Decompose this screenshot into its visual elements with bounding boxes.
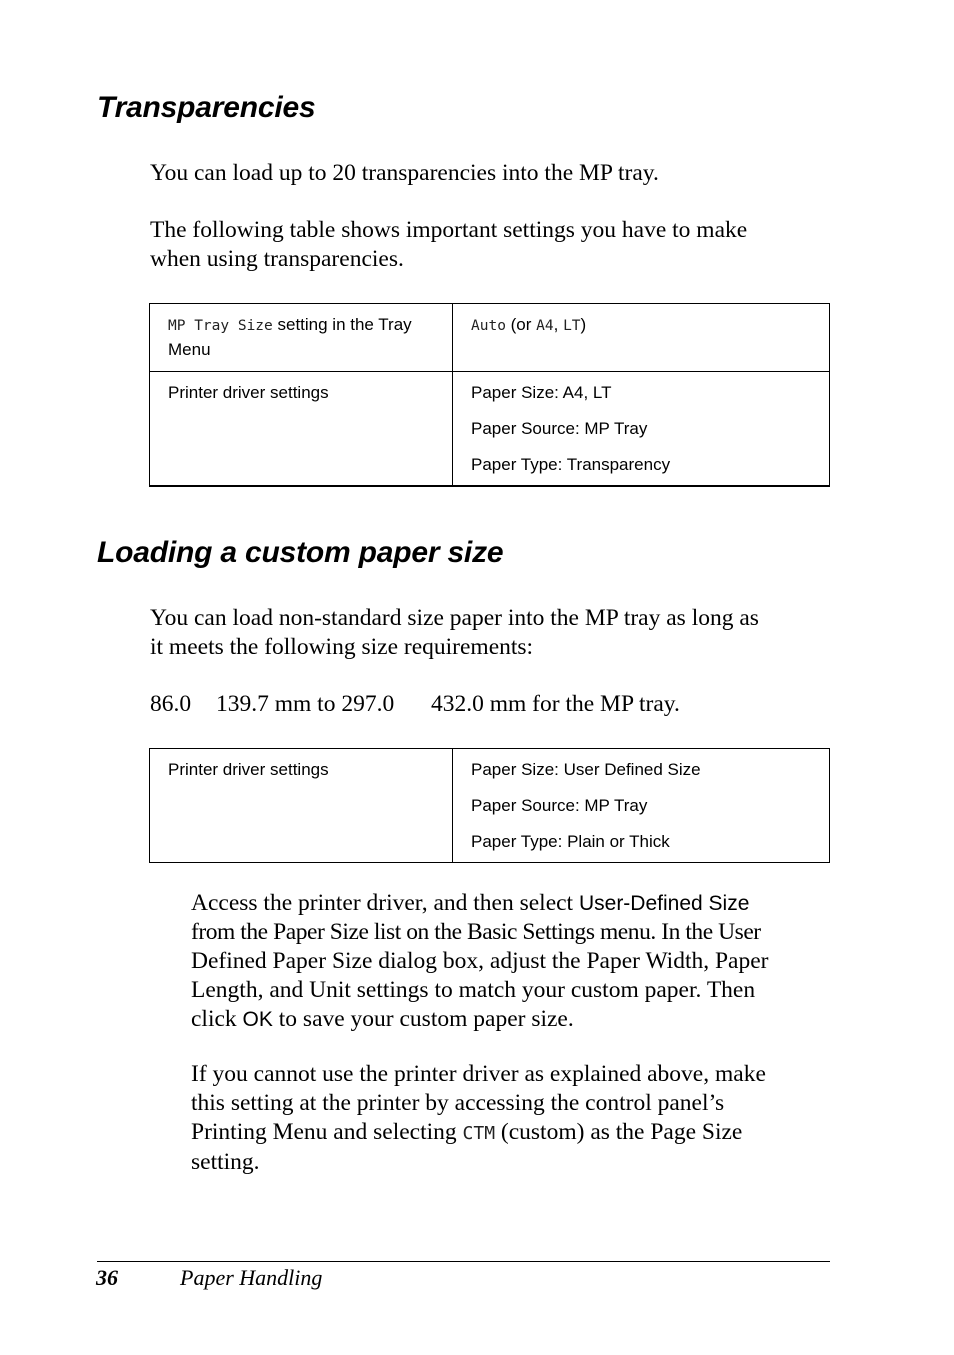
step-access-driver-line1 [191,889,831,918]
custom-size-settings-table [149,748,830,863]
section-heading-transparencies: Transparencies [97,91,316,124]
step-control-panel-line2: this setting at the printer by accessing the control panel’s [191,1090,725,1116]
paper-source-value: Paper Source: MP Tray [471,419,648,438]
tray-menu-text: setting in the Tray [272,315,412,334]
ok-label: OK [242,1008,273,1031]
paper-source-value: Paper Source: MP Tray [471,796,648,815]
step-access-driver-line5-pre: click [191,1006,243,1032]
step-access-driver-line1-text: Access the printer driver, and then select [191,890,579,916]
table-row [150,749,830,863]
table-cell-setting-value [453,372,830,487]
table-cell-setting-name [150,304,453,372]
table-cell-setting-name [150,372,453,487]
transparencies-settings-table [149,303,830,487]
step-control-panel-line1: If you cannot use the printer driver as explained above, make [191,1061,766,1087]
transparencies-table-intro [150,216,830,274]
custom-size-intro [150,604,830,662]
size-max-text: 432.0 mm for the MP tray. [431,691,680,717]
table-row [150,372,830,487]
mp-tray-size-code: MP Tray Size [168,318,273,334]
page-number: 36 [96,1265,118,1290]
step-access-driver-line3: Defined Paper Size dialog box, adjust the Paper Width, Paper [191,948,769,974]
transparencies-intro-text: You can load up to 20 transparencies into the MP tray. [150,160,659,186]
section-heading-custom-paper-size: Loading a custom paper size [97,536,504,569]
transparencies-table-intro-line1: The following table shows important settings you have to make [150,217,748,243]
table-cell-setting-name [150,749,453,863]
custom-size-intro-line1: You can load non-standard size paper into the MP tray as long as [150,605,759,631]
footer-divider [97,1261,830,1262]
step-control-panel-line3-post: (custom) as the Page Size [495,1119,743,1145]
size-range-text: 139.7 mm to 297.0 [216,691,395,717]
ctm-code: CTM [462,1123,496,1144]
paper-type-value: Paper Type: Plain or Thick [471,832,670,851]
step-control-panel-line3 [191,1118,831,1148]
user-defined-size-label: User-Defined Size [578,892,750,915]
step-control-panel-line4: setting. [191,1149,260,1175]
step-access-driver-line2: from the Paper Size list on the Basic Settings menu. In the User [191,919,761,945]
step-access-driver-line5-post: to save your custom paper size. [272,1006,574,1032]
step-access-driver [191,889,831,1034]
paper-size-value: Paper Size: User Defined Size [471,760,701,779]
step-control-panel [191,1060,831,1177]
table-cell-setting-value [453,749,830,863]
paper-type-value: Paper Type: Transparency [471,455,671,474]
tray-menu-text-line2: Menu [168,340,211,359]
table-row [150,304,830,372]
paper-size-value: Paper Size: A4, LT [471,383,612,402]
comma-text: , [553,315,564,334]
chapter-title: Paper Handling [180,1265,323,1290]
step-access-driver-line5 [191,1005,831,1034]
close-paren-text: ) [580,315,587,334]
printer-driver-settings-label: Printer driver settings [168,760,329,779]
auto-code: Auto [471,318,506,334]
or-text: (or [505,315,537,334]
transparencies-table-intro-line2: when using transparencies. [150,246,404,272]
step-control-panel-line3-pre: Printing Menu and selecting [191,1119,463,1145]
a4-code: A4 [536,318,554,334]
printer-driver-settings-label: Printer driver settings [168,383,329,402]
size-requirement [150,690,830,719]
step-access-driver-line4: Length, and Unit settings to match your custom paper. Then [191,977,756,1003]
lt-code: LT [563,318,581,334]
size-min-width: 86.0 [150,691,192,717]
table-cell-setting-value [453,304,830,372]
custom-size-intro-line2: it meets the following size requirements: [150,634,534,660]
transparencies-intro [150,159,830,188]
